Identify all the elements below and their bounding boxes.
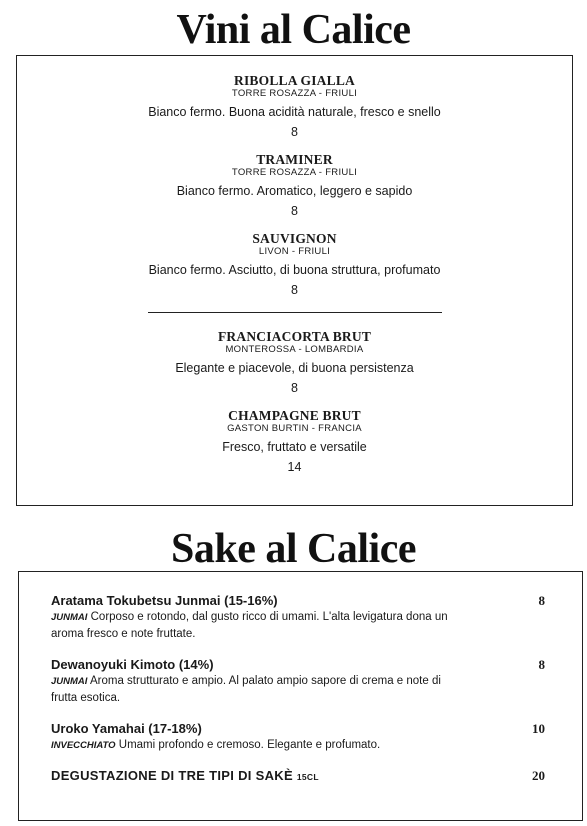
sake-description-block xyxy=(51,673,451,707)
tasting-volume: 15CL xyxy=(296,772,319,782)
sake-section-title: Sake al Calice xyxy=(171,526,416,572)
wine-price: 8 xyxy=(291,381,298,395)
wine-description: Fresco, fruttato e versatile xyxy=(222,440,367,454)
wine-origin: LIVON - FRIULI xyxy=(258,246,331,257)
wine-origin: GASTON BURTIN - FRANCIA xyxy=(227,423,362,434)
wine-origin: MONTEROSSA - LOMBARDIA xyxy=(225,344,364,355)
section-divider xyxy=(148,312,442,313)
sake-item xyxy=(51,656,545,707)
sake-tag: JUNMAI xyxy=(51,612,88,623)
wine-name: TRAMINER xyxy=(256,152,333,167)
wine-item xyxy=(17,152,572,219)
sake-tag: INVECCHIATO xyxy=(51,740,116,751)
wine-name: CHAMPAGNE BRUT xyxy=(228,408,361,423)
sake-list xyxy=(51,592,545,786)
sake-tasting-item xyxy=(51,767,545,786)
tasting-label xyxy=(51,767,545,786)
sake-description: Corposo e rotondo, dal gusto ricco di umami. L'alta levigatura dona un aroma fresco e note fruttate. xyxy=(51,611,448,640)
wine-price: 8 xyxy=(291,283,298,297)
sake-description: Umami profondo e cremoso. Elegante e profumato. xyxy=(118,739,381,751)
wine-description: Bianco fermo. Buona acidità naturale, fresco e snello xyxy=(148,105,441,119)
sake-name: Aratama Tokubetsu Junmai (15-16%) xyxy=(51,593,278,608)
wine-price: 14 xyxy=(287,460,302,474)
wine-item xyxy=(17,231,572,298)
tasting-price: 20 xyxy=(532,768,545,783)
wine-price: 8 xyxy=(291,204,298,218)
wine-name: SAUVIGNON xyxy=(252,231,337,246)
tasting-name: DEGUSTAZIONE DI TRE TIPI DI SAKÈ xyxy=(51,768,293,783)
wine-item xyxy=(17,329,572,396)
wine-description: Bianco fermo. Aromatico, leggero e sapido xyxy=(176,184,413,198)
sake-price: 10 xyxy=(532,721,545,736)
wine-list xyxy=(17,73,572,475)
wine-menu-box xyxy=(16,55,573,506)
wine-item xyxy=(17,408,572,475)
wine-price: 8 xyxy=(291,125,298,139)
sake-description-block xyxy=(51,737,451,754)
wine-section-title: Vini al Calice xyxy=(176,7,411,53)
sake-name: Uroko Yamahai (17-18%) xyxy=(51,721,202,736)
sake-price: 8 xyxy=(538,657,545,672)
sake-price: 8 xyxy=(538,593,545,608)
sake-item xyxy=(51,720,545,754)
wine-name: FRANCIACORTA BRUT xyxy=(217,329,372,344)
sake-menu-box xyxy=(18,571,583,821)
wine-item xyxy=(17,73,572,140)
wine-description: Bianco fermo. Asciutto, di buona struttura, profumato xyxy=(148,263,441,277)
sake-description-block xyxy=(51,609,451,643)
sake-name: Dewanoyuki Kimoto (14%) xyxy=(51,657,214,672)
sake-item xyxy=(51,592,545,643)
sake-description: Aroma strutturato e ampio. Al palato ampio sapore di crema e note di frutta esotica. xyxy=(51,675,441,704)
wine-origin: TORRE ROSAZZA - FRIULI xyxy=(231,88,358,99)
wine-name: RIBOLLA GIALLA xyxy=(234,73,355,88)
wine-description: Elegante e piacevole, di buona persistenza xyxy=(175,361,414,375)
wine-origin: TORRE ROSAZZA - FRIULI xyxy=(231,167,358,178)
sake-tag: JUNMAI xyxy=(51,676,88,687)
